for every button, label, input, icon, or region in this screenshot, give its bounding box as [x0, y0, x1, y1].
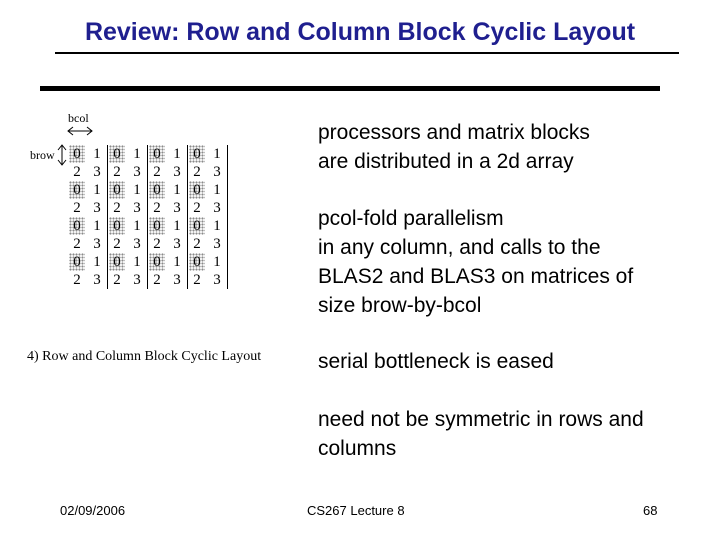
grid-cell: 1 — [133, 218, 141, 234]
bcol-arrow-icon — [66, 126, 94, 136]
grid-cell: 2 — [193, 200, 201, 216]
grid-cell: 3 — [133, 200, 141, 216]
footer-page-number: 68 — [643, 503, 658, 518]
grid-cell: 2 — [153, 236, 161, 252]
grid-cell: 2 — [113, 164, 121, 180]
grid-cell: 1 — [93, 218, 101, 234]
grid-cell: 2 — [153, 272, 161, 288]
block-divider — [107, 145, 108, 289]
grid-cell: 0 — [69, 253, 85, 271]
layout-figure — [0, 0, 300, 380]
grid-cell: 3 — [213, 236, 221, 252]
grid-cell: 3 — [173, 164, 181, 180]
grid-cell: 0 — [109, 145, 125, 163]
grid-cell: 0 — [189, 181, 205, 199]
grid-cell: 0 — [149, 181, 165, 199]
grid-cell: 2 — [193, 164, 201, 180]
grid-cell: 0 — [189, 253, 205, 271]
grid-cell: 3 — [93, 164, 101, 180]
grid-cell: 1 — [213, 218, 221, 234]
grid-cell: 1 — [213, 254, 221, 270]
block-divider — [227, 145, 228, 289]
block-divider — [147, 145, 148, 289]
bullet-item: need not be symmetric in rows and columns — [318, 408, 644, 460]
bcol-label: bcol — [68, 111, 89, 125]
grid-cell: 3 — [133, 272, 141, 288]
brow-arrow-icon — [57, 143, 67, 167]
grid-cell: 2 — [73, 236, 81, 252]
grid-cell: 3 — [93, 236, 101, 252]
grid-cell: 1 — [93, 146, 101, 162]
grid-cell: 1 — [213, 146, 221, 162]
slide-title: Review: Row and Column Block Cyclic Layout — [84, 18, 636, 46]
grid-cell: 1 — [173, 146, 181, 162]
grid-cell: 3 — [133, 236, 141, 252]
grid-cell: 0 — [109, 217, 125, 235]
block-divider — [187, 145, 188, 289]
grid-cell: 3 — [213, 164, 221, 180]
grid-cell: 2 — [73, 272, 81, 288]
grid-cell: 3 — [173, 272, 181, 288]
grid-cell: 2 — [193, 236, 201, 252]
grid-cell: 1 — [133, 182, 141, 198]
grid-cell: 1 — [213, 182, 221, 198]
grid-cell: 2 — [113, 200, 121, 216]
grid-cell: 1 — [133, 254, 141, 270]
grid-cell: 3 — [173, 200, 181, 216]
grid-cell: 0 — [69, 217, 85, 235]
grid-cell: 1 — [133, 146, 141, 162]
grid-cell: 3 — [173, 236, 181, 252]
bullet-item: processors and matrix blocks are distributed in a 2d array — [318, 121, 590, 173]
grid-cell: 2 — [113, 272, 121, 288]
grid-cell: 1 — [93, 254, 101, 270]
figure-caption: 4) Row and Column Block Cyclic Layout — [27, 349, 262, 364]
footer-date: 02/09/2006 — [60, 503, 126, 518]
grid-cell: 2 — [73, 200, 81, 216]
footer-course: CS267 Lecture 8 — [307, 503, 405, 518]
grid-cell: 3 — [213, 200, 221, 216]
grid-cell: 0 — [189, 217, 205, 235]
grid-cell: 1 — [173, 182, 181, 198]
grid-cell: 1 — [173, 218, 181, 234]
grid-cell: 2 — [113, 236, 121, 252]
grid-cell: 0 — [149, 217, 165, 235]
grid-cell: 0 — [109, 253, 125, 271]
grid-cell: 3 — [93, 272, 101, 288]
grid-cell: 2 — [73, 164, 81, 180]
grid-cell: 2 — [153, 200, 161, 216]
grid-cell: 3 — [93, 200, 101, 216]
grid-cell: 0 — [149, 145, 165, 163]
grid-cell: 1 — [173, 254, 181, 270]
grid-cell: 0 — [69, 181, 85, 199]
bullet-item: pcol-fold parallelism in any column, and calls to the BLAS2 and BLAS3 on matrices of size brow-by-bcol — [318, 207, 634, 317]
grid-cell: 0 — [149, 253, 165, 271]
grid-cell: 2 — [153, 164, 161, 180]
grid-cell: 2 — [193, 272, 201, 288]
grid-cell: 0 — [69, 145, 85, 163]
grid-cell: 0 — [109, 181, 125, 199]
brow-label: brow — [30, 148, 55, 162]
bullet-item: serial bottleneck is eased — [318, 350, 554, 373]
grid-cell: 3 — [213, 272, 221, 288]
grid-cell: 3 — [133, 164, 141, 180]
grid-cell: 1 — [93, 182, 101, 198]
grid-cell: 0 — [189, 145, 205, 163]
